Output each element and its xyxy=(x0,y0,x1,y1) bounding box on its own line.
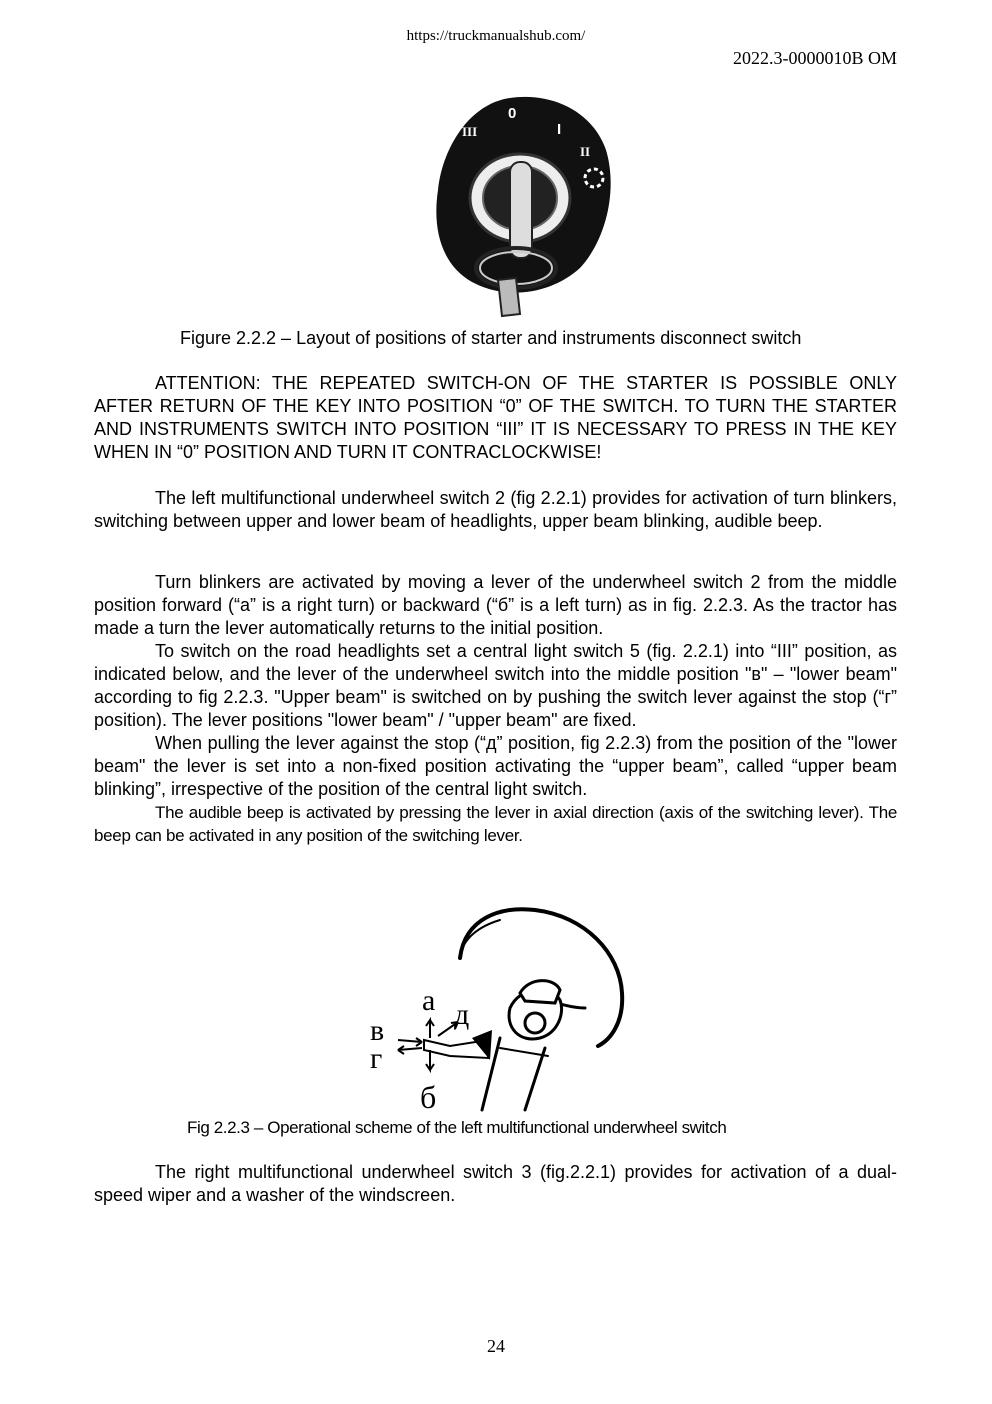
steering-column xyxy=(482,1038,545,1110)
position-II-label: II xyxy=(580,144,591,159)
starter-switch-figure xyxy=(420,90,620,320)
arrow-g xyxy=(398,1046,422,1054)
pulling-text: When pulling the lever against the stop (“д” position, fig 2.2.3) from the position of the "lower beam" the lever is set into a non-fixed position activating the “upper beam”, called “upper beam blinking”, irrespective of the position of the central light switch. xyxy=(94,733,897,799)
operation-paragraphs xyxy=(94,571,897,847)
left-switch-text: The left multifunctional underwheel switch 2 (fig 2.2.1) provides for activation of turn blinkers, switching between upper and lower beam of headlights, upper beam blinking, audible beep. xyxy=(94,488,897,531)
beep-text: The audible beep is activated by pressing the lever in axial direction (axis of the switching lever). The beep can be activated in any position of the switching lever. xyxy=(94,803,897,845)
horn-pad xyxy=(520,981,560,1003)
key-head xyxy=(510,162,532,258)
arrow-a xyxy=(426,1020,434,1038)
underwheel-switch-figure xyxy=(360,898,640,1113)
label-a: а xyxy=(422,984,436,1017)
position-III-label: III xyxy=(462,124,478,139)
attention-paragraph xyxy=(94,372,897,464)
position-I-label: I xyxy=(557,121,562,138)
figure-2-2-3-caption: Fig 2.2.3 – Operational scheme of the left multifunctional underwheel switch xyxy=(187,1118,727,1137)
arrow-v xyxy=(398,1038,422,1046)
right-switch-paragraph xyxy=(94,1161,897,1207)
label-b: б xyxy=(420,1079,437,1113)
figure-2-2-2-caption: Figure 2.2.2 – Layout of positions of starter and instruments disconnect switch xyxy=(180,328,802,348)
headlights-text: To switch on the road headlights set a central light switch 5 (fig. 2.2.1) into “III” position, as indicated below, and the lever of the underwheel switch into the middle position "в" – "lower beam" according to fig 2.2.3. "Upper beam" is switched on by pushing the switch lever against the stop (“г” position). The lever positions "lower beam" / "upper beam" are fixed. xyxy=(94,641,897,730)
right-switch-text: The right multifunctional underwheel switch 3 (fig.2.2.1) provides for activation of a dual-speed wiper and a washer of the windscreen. xyxy=(94,1162,897,1205)
label-g: г xyxy=(370,1042,383,1075)
left-switch-paragraph xyxy=(94,487,897,533)
blinkers-text: Turn blinkers are activated by moving a lever of the underwheel switch 2 from the middle position forward (“а” is a right turn) or backward (“б” is a left turn) as in fig. 2.2.3. As the tractor has made a turn the lever automatically returns to the initial position. xyxy=(94,572,897,638)
label-d: д xyxy=(454,998,470,1031)
header-url: https://truckmanualshub.com/ xyxy=(406,28,586,44)
attention-text: ATTENTION: THE REPEATED SWITCH-ON OF THE STARTER IS POSSIBLE ONLY AFTER RETURN OF THE KEY INTO POSITION “0” OF THE SWITCH. TO TURN THE STARTER AND INSTRUMENTS SWITCH INTO POSITION “III” IT IS NECESSARY TO PRESS IN THE KEY WHEN IN “0” POSITION AND TURN IT CONTRACLOCKWISE! xyxy=(94,373,897,462)
label-v: в xyxy=(370,1014,385,1047)
position-0-label: 0 xyxy=(508,105,517,122)
page-number: 24 xyxy=(487,1336,505,1356)
key-fob xyxy=(498,278,520,316)
document-id: 2022.3-0000010B OM xyxy=(732,48,897,68)
